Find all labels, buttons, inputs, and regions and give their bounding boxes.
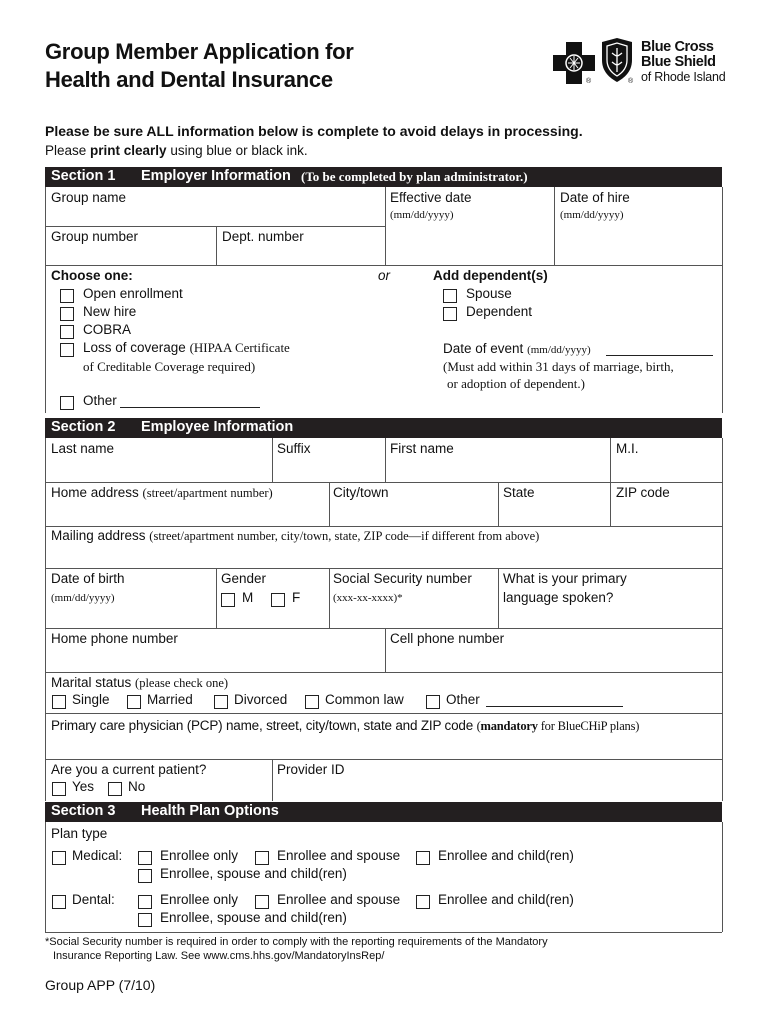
marital-other-input-line[interactable] [486, 706, 623, 707]
pcp-field[interactable] [51, 718, 639, 734]
cobra-checkbox[interactable] [60, 325, 74, 339]
loss-of-coverage-note: of Creditable Coverage required) [83, 359, 256, 374]
registered-mark: ® [586, 78, 592, 85]
footnote-line-1: *Social Security number is required in order to comply with the reporting requirements of the Mandatory [45, 936, 548, 948]
pcp-note-c: for BlueCHiP plans) [537, 719, 640, 733]
medical-enrollee-spouse-children-checkbox[interactable] [138, 869, 152, 883]
dental-label: Dental: [72, 892, 115, 907]
effective-date-format: (mm/dd/yyyy) [390, 209, 454, 221]
divorced-checkbox[interactable] [214, 695, 228, 709]
loss-text-a: Loss of coverage [83, 340, 190, 355]
loss-of-coverage-label [83, 340, 290, 356]
choose-one-label: Choose one: [51, 268, 133, 283]
medical-checkbox[interactable] [52, 851, 66, 865]
section-2-number: Section 2 [51, 419, 116, 435]
open-enrollment-label: Open enrollment [83, 286, 183, 301]
date-of-hire-format: (mm/dd/yyyy) [560, 209, 624, 221]
cobra-label: COBRA [83, 322, 132, 337]
group-name-field[interactable]: Group name [51, 190, 127, 205]
date-of-birth-format: (mm/dd/yyyy) [51, 592, 115, 604]
plan-type-label: Plan type [51, 826, 108, 841]
mailing-address-field[interactable] [51, 528, 539, 544]
or-label: or [378, 268, 391, 283]
notice-text-1: Please [45, 143, 91, 158]
section-3-number: Section 3 [51, 803, 116, 819]
must-add-note-1: (Must add within 31 days of marriage, birth, [443, 359, 674, 374]
notice-text-2: print clearly [90, 143, 167, 158]
brand-line-1: Blue Cross [641, 39, 714, 55]
section-1-number: Section 1 [51, 168, 116, 184]
other-label: Other [83, 393, 117, 408]
medical-enrollee-spouse-checkbox[interactable] [255, 851, 269, 865]
ssn-field[interactable]: Social Security number [333, 571, 472, 586]
effective-date-field[interactable]: Effective date [390, 190, 472, 205]
medical-label: Medical: [72, 848, 123, 863]
title-line-2: Health and Dental Insurance [45, 67, 333, 92]
dental-enrollee-spouse-checkbox[interactable] [255, 895, 269, 909]
new-hire-checkbox[interactable] [60, 307, 74, 321]
language-field[interactable]: What is your primary [503, 571, 627, 586]
single-label: Single [72, 692, 110, 707]
blue-shield-logo-icon [600, 38, 634, 82]
current-patient-no-checkbox[interactable] [108, 782, 122, 796]
pcp-note-a: ( [476, 719, 481, 733]
section-2-header [45, 418, 722, 438]
date-of-event-input-line[interactable] [606, 355, 713, 356]
marital-other-label: Other [446, 692, 480, 707]
date-of-hire-field[interactable]: Date of hire [560, 190, 630, 205]
current-patient-yes-label: Yes [72, 779, 95, 794]
dental-enrollee-spouse-children-checkbox[interactable] [138, 913, 152, 927]
mi-field[interactable]: M.I. [616, 441, 639, 456]
current-patient-no-label: No [128, 779, 146, 794]
medical-enrollee-children-checkbox[interactable] [416, 851, 430, 865]
gender-m-label: M [242, 590, 254, 605]
dental-checkbox[interactable] [52, 895, 66, 909]
date-of-event-text: Date of event [443, 341, 524, 356]
section-1-header [45, 167, 722, 187]
dept-number-field[interactable]: Dept. number [222, 229, 304, 244]
first-name-field[interactable]: First name [390, 441, 454, 456]
suffix-field[interactable]: Suffix [277, 441, 311, 456]
registered-mark-2: ® [628, 78, 634, 85]
dependent-label: Dependent [466, 304, 533, 319]
mailing-address-note: (street/apartment number, city/town, state, ZIP code—if different from above) [149, 529, 540, 543]
footnote-line-2: Insurance Reporting Law. See www.cms.hhs.gov/MandatoryInsRep/ [53, 950, 385, 962]
notice-bold: Please be sure ALL information below is complete to avoid delays in processing. [45, 123, 583, 139]
group-number-field[interactable]: Group number [51, 229, 139, 244]
city-field[interactable]: City/town [333, 485, 389, 500]
common-law-label: Common law [325, 692, 404, 707]
dental-enrollee-children-label: Enrollee and child(ren) [438, 892, 574, 907]
zip-field[interactable]: ZIP code [616, 485, 670, 500]
section-3-header [45, 802, 722, 822]
brand-name [641, 40, 726, 85]
dental-enrollee-spouse-label: Enrollee and spouse [277, 892, 401, 907]
pcp-label: Primary care physician (PCP) name, street, city/town, state and ZIP code [51, 718, 477, 733]
date-of-event-label [443, 341, 591, 356]
pcp-note-b: mandatory [480, 719, 538, 733]
other-checkbox[interactable] [60, 396, 74, 410]
ssn-format: (xxx-xx-xxxx)* [333, 592, 403, 604]
divorced-label: Divorced [234, 692, 288, 707]
state-field[interactable]: State [503, 485, 535, 500]
must-add-note-2: or adoption of dependent.) [447, 376, 585, 391]
dental-enrollee-spouse-children-label: Enrollee, spouse and child(ren) [160, 910, 347, 925]
page-title [45, 38, 354, 94]
brand-line-3: of Rhode Island [641, 70, 726, 84]
medical-enrollee-spouse-label: Enrollee and spouse [277, 848, 401, 863]
marital-status-label [51, 675, 228, 691]
gender-f-label: F [292, 590, 301, 605]
pcp-note [477, 719, 640, 733]
medical-enrollee-only-checkbox[interactable] [138, 851, 152, 865]
current-patient-yes-checkbox[interactable] [52, 782, 66, 796]
section-3-title: Health Plan Options [141, 803, 279, 819]
gender-f-checkbox[interactable] [271, 593, 285, 607]
dental-enrollee-only-label: Enrollee only [160, 892, 239, 907]
home-address-label: Home address [51, 485, 143, 500]
common-law-checkbox[interactable] [305, 695, 319, 709]
section-2-title: Employee Information [141, 419, 294, 435]
marital-other-checkbox[interactable] [426, 695, 440, 709]
open-enrollment-checkbox[interactable] [60, 289, 74, 303]
new-hire-label: New hire [83, 304, 137, 319]
married-checkbox[interactable] [127, 695, 141, 709]
title-line-1: Group Member Application for [45, 39, 354, 64]
section-1-note: (To be completed by plan administrator.) [301, 169, 528, 184]
brand-line-2: Blue Shield [641, 54, 716, 70]
mailing-address-label: Mailing address [51, 528, 150, 543]
spouse-checkbox[interactable] [443, 289, 457, 303]
date-of-birth-field[interactable]: Date of birth [51, 571, 125, 586]
notice-text-3: using blue or black ink. [166, 143, 308, 158]
medical-enrollee-only-label: Enrollee only [160, 848, 239, 863]
current-patient-label: Are you a current patient? [51, 762, 207, 777]
language-field-line2: language spoken? [503, 590, 614, 605]
loss-text-b: (HIPAA Certificate [189, 340, 290, 355]
section-1-title: Employer Information [141, 168, 291, 184]
date-of-event-format: (mm/dd/yyyy) [527, 344, 591, 356]
single-checkbox[interactable] [52, 695, 66, 709]
other-input-line[interactable] [120, 407, 260, 408]
home-address-field[interactable] [51, 485, 273, 501]
last-name-field[interactable]: Last name [51, 441, 115, 456]
loss-of-coverage-checkbox[interactable] [60, 343, 74, 357]
dependent-checkbox[interactable] [443, 307, 457, 321]
notice-ink [45, 143, 308, 158]
gender-label: Gender [221, 571, 267, 586]
home-address-note: (street/apartment number) [142, 486, 273, 500]
medical-enrollee-children-label: Enrollee and child(ren) [438, 848, 574, 863]
gender-m-checkbox[interactable] [221, 593, 235, 607]
dental-enrollee-children-checkbox[interactable] [416, 895, 430, 909]
dental-enrollee-only-checkbox[interactable] [138, 895, 152, 909]
spouse-label: Spouse [466, 286, 512, 301]
home-phone-field[interactable]: Home phone number [51, 631, 178, 646]
married-label: Married [147, 692, 193, 707]
marital-status-text: Marital status [51, 675, 136, 690]
medical-enrollee-spouse-children-label: Enrollee, spouse and child(ren) [160, 866, 347, 881]
add-dependents-label: Add dependent(s) [433, 268, 548, 283]
cell-phone-field[interactable]: Cell phone number [390, 631, 505, 646]
form-id: Group APP (7/10) [45, 977, 156, 993]
marital-status-note: (please check one) [135, 676, 229, 690]
provider-id-field[interactable]: Provider ID [277, 762, 345, 777]
